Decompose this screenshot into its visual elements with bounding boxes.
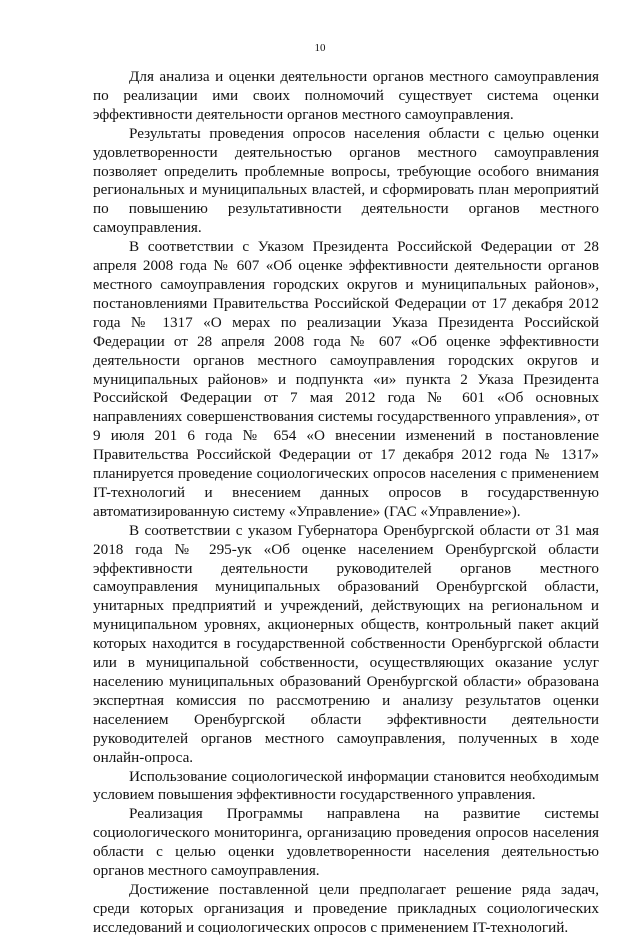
document-body [93,68,599,938]
paragraph-7: Достижение поставленной цели предполагает решение ряда задач, среди которых организация и проведение прикладных социологических исследований и социологических опросов с применением IT-технологий. [93,880,599,936]
paragraph-5: Использование социологической информации становится необходимым условием повышения эффективности государственного управления. [93,767,599,804]
paragraph-4: В соответствии с указом Губернатора Оренбургской области от 31 мая 2018 года № 295-ук «Об оценке населением Оренбургской области эффективности деятельности руководителей органов местного самоуправления муниципальных образований Оренбургской области, унитарных предприятий и учреждений, действующих на региональном и муниципальном уровнях, акционерных обществ, контрольный пакет акций которых находится в государственной собственности Оренбургской области или в муниципальной собственности, осуществляющих оказание услуг населению муниципальных образований Оренбургской области» образована экспертная комиссия по рассмотрению и анализу результатов оценки населением Оренбургской области эффективности деятельности руководителей органов местного самоуправления, полученных в ходе онлайн-опроса. [93,521,599,766]
page-number: 10 [314,42,326,54]
paragraph-1: Для анализа и оценки деятельности органов местного самоуправления по реализации ими своих полномочий существует система оценки эффективности деятельности органов местного самоуправления. [93,68,599,123]
paragraph-3: В соответствии с Указом Президента Российской Федерации от 28 апреля 2008 года № 607 «Об оценке эффективности деятельности органов местного самоуправления городских округов и муниципальных районов», постановлениями Правительства Российской Федерации от 17 декабря 2012 года № 1317 «О мерах по реализации Указа Президента Российской Федерации от 28 апреля 2008 года № 607 «Об оценке эффективности деятельности органов местного самоуправления городских округов и муниципальных районов» и подпункта «и» пункта 2 Указа Президента Российской Федерации от 7 мая 2012 года № 601 «Об основных направлениях совершенствования системы государственного управления», от 9 июля 201 6 года № 654 «О внесении изменений в постановление Правительства Российской Федерации от 17 декабря 2012 года № 1317» планируется проведение социологических опросов населения с применением IT-технологий и внесением данных опросов в государственную автоматизированную систему «Управление» (ГАС «Управление»). [93,238,599,520]
paragraph-6: Реализация Программы направлена на развитие системы социологического мониторинга, организацию проведения опросов населения области с целью оценки удовлетворенности населения деятельностью органов местного самоуправления. [93,805,599,880]
paragraph-2: Результаты проведения опросов населения области с целью оценки удовлетворенности деятельностью органов местного самоуправления позволяет определить проблемные вопросы, требующие особого внимания региональных и муниципальных властей, и сформировать план мероприятий по повышению результативности деятельности органов местного самоуправления. [93,124,599,237]
